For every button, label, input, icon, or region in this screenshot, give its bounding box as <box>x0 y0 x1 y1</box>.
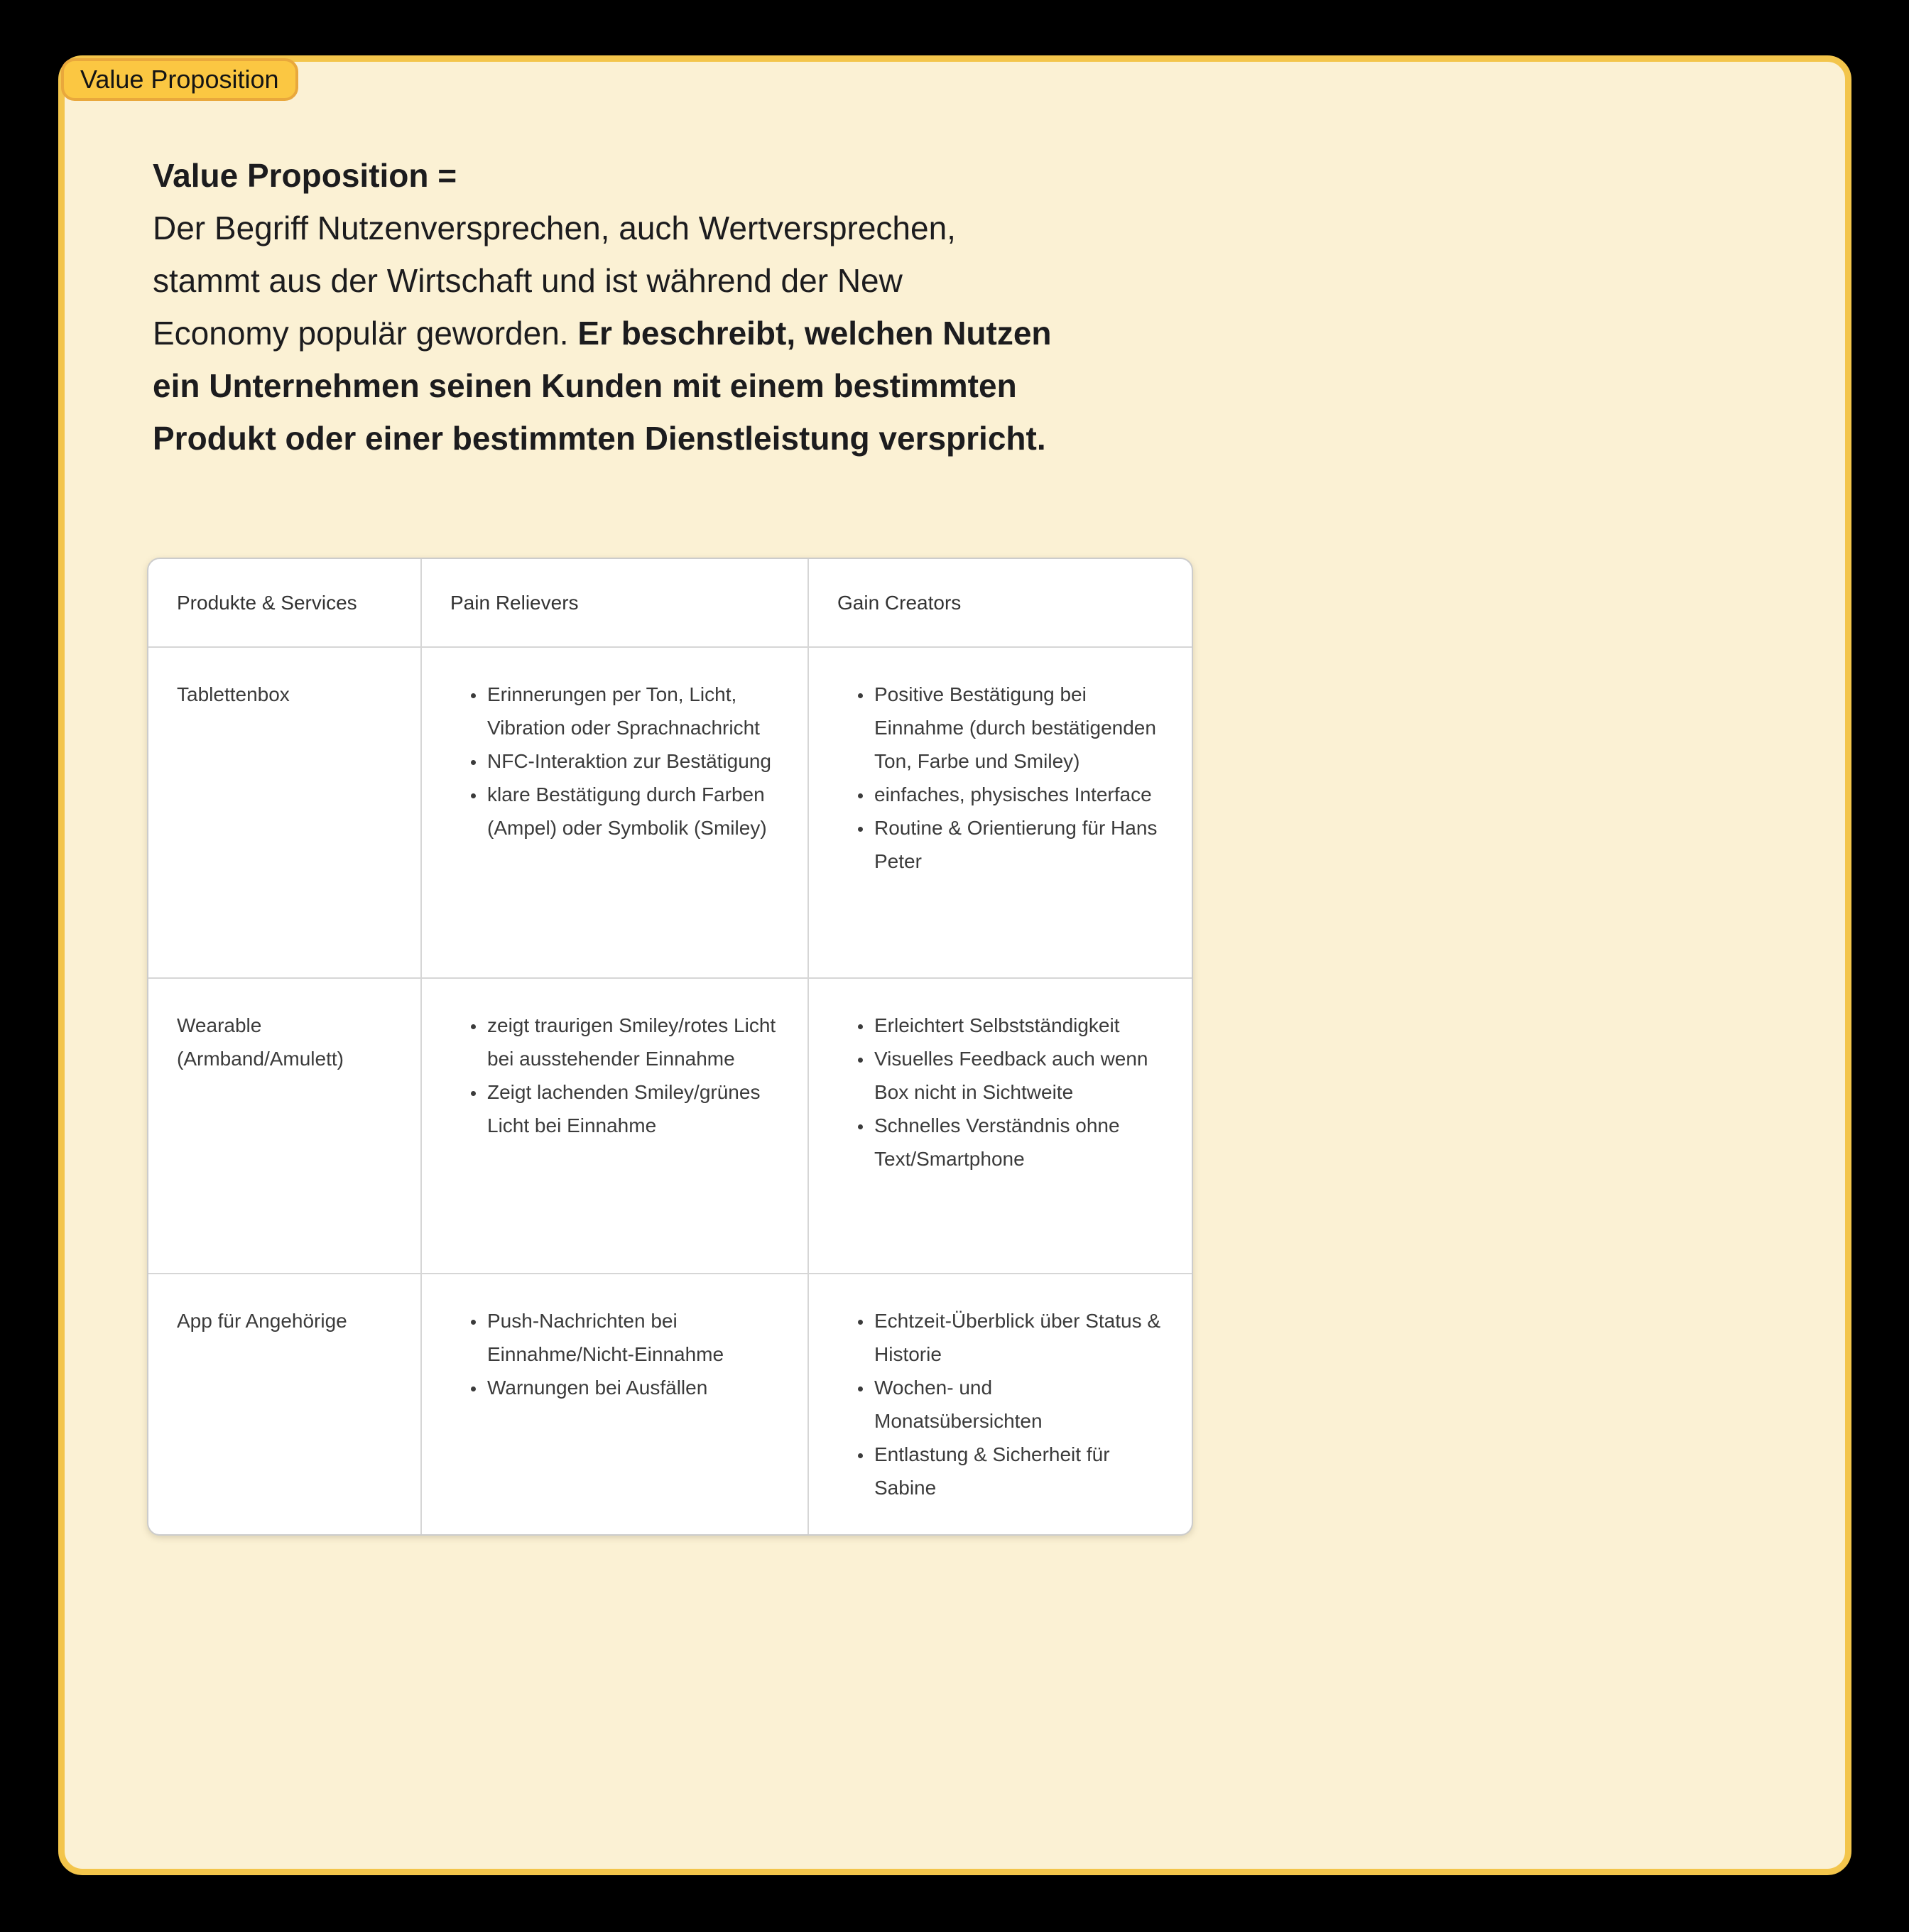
table-row <box>148 646 1192 977</box>
bullet-item: • Echtzeit-Überblick über Status & Historie <box>873 1304 1165 1371</box>
bullet-item: • Push-Nachrichten bei Einnahme/Nicht-Einnahme <box>486 1304 781 1371</box>
intro-line <box>153 412 1104 465</box>
product-cell: Tablettenbox <box>177 683 290 705</box>
intro-line <box>153 359 1104 412</box>
bullet-item: • Routine & Orientierung für Hans Peter <box>873 811 1165 878</box>
table-row <box>148 1273 1192 1534</box>
bullet-item: • Erleichtert Selbstständigkeit <box>873 1009 1165 1042</box>
table-body <box>148 646 1192 1534</box>
intro-segment: Produkt oder einer bestimmten Dienstleistung verspricht. <box>153 420 1046 457</box>
product-cell: Wearable (Armband/Amulett) <box>177 1014 344 1070</box>
bullet-item: • Entlastung & Sicherheit für Sabine <box>873 1438 1165 1504</box>
note-card <box>58 55 1851 1875</box>
bullet-item: • Schnelles Verständnis ohne Text/Smartphone <box>873 1109 1165 1176</box>
intro-line <box>153 202 1104 254</box>
bullet-item: • zeigt traurigen Smiley/rotes Licht bei ausstehender Einnahme <box>486 1009 781 1075</box>
bullet-list <box>837 678 1165 878</box>
bullet-item: • Erinnerungen per Ton, Licht, Vibration oder Sprachnachricht <box>486 678 781 744</box>
column-header-produkte-services: Produkte & Services <box>177 592 357 614</box>
bullet-item: • Warnungen bei Ausfällen <box>486 1371 781 1404</box>
bullet-list <box>450 1304 781 1404</box>
intro-segment: stammt aus der Wirtschaft und ist während der New <box>153 262 903 299</box>
gain-creators-cell <box>807 979 1192 1273</box>
intro-segment: Er beschreibt, welchen Nutzen <box>577 315 1052 352</box>
intro-line <box>153 149 1104 202</box>
bullet-item: • einfaches, physisches Interface <box>873 778 1165 811</box>
bullet-item: • klare Bestätigung durch Farben (Ampel) oder Symbolik (Smiley) <box>486 778 781 845</box>
bullet-item: • Visuelles Feedback auch wenn Box nicht in Sichtweite <box>873 1042 1165 1109</box>
table-header-row <box>148 559 1192 646</box>
pain-relievers-cell <box>420 1274 807 1534</box>
gain-creators-cell <box>807 648 1192 977</box>
bullet-item: • Wochen- und Monatsübersichten <box>873 1371 1165 1438</box>
value-proposition-table <box>147 558 1193 1536</box>
bullet-list <box>837 1304 1165 1504</box>
gain-creators-cell <box>807 1274 1192 1534</box>
product-cell: App für Angehörige <box>177 1310 347 1332</box>
column-header-gain-creators: Gain Creators <box>807 559 1192 646</box>
bullet-item: • Positive Bestätigung bei Einnahme (durch bestätigenden Ton, Farbe und Smiley) <box>873 678 1165 778</box>
intro-segment: Value Proposition = <box>153 157 457 194</box>
value-proposition-tag[interactable]: Value Proposition <box>61 58 298 101</box>
bullet-item: • NFC-Interaktion zur Bestätigung <box>486 744 781 778</box>
bullet-list <box>450 1009 781 1142</box>
pain-relievers-cell <box>420 979 807 1273</box>
column-header-pain-relievers: Pain Relievers <box>420 559 807 646</box>
intro-line <box>153 307 1104 359</box>
bullet-list <box>837 1009 1165 1176</box>
bullet-item: • Zeigt lachenden Smiley/grünes Licht bei Einnahme <box>486 1075 781 1142</box>
bullet-list <box>450 678 781 845</box>
table-row <box>148 977 1192 1273</box>
intro-text <box>153 149 1104 465</box>
pain-relievers-cell <box>420 648 807 977</box>
intro-segment: Economy populär geworden. <box>153 315 578 352</box>
intro-segment: Der Begriff Nutzenversprechen, auch Wertversprechen, <box>153 210 956 246</box>
intro-segment: ein Unternehmen seinen Kunden mit einem bestimmten <box>153 367 1017 404</box>
intro-line <box>153 254 1104 307</box>
